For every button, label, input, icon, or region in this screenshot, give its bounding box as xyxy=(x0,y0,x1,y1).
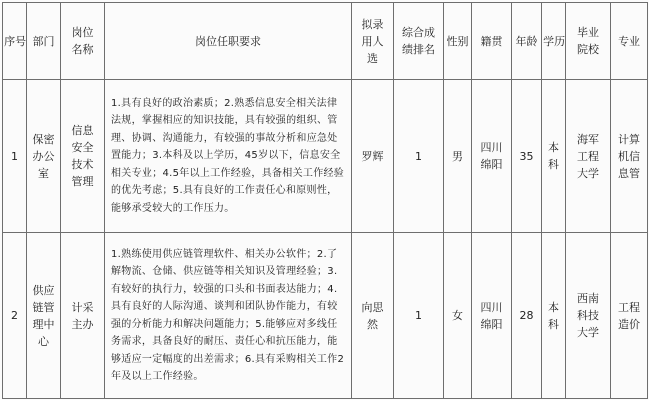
header-school: 毕业院校 xyxy=(566,3,611,80)
cell-education: 本科 xyxy=(542,80,566,233)
header-gender: 性别 xyxy=(444,3,472,80)
cell-education: 本科 xyxy=(542,233,566,399)
cell-major: 工程造价 xyxy=(611,233,648,399)
cell-candidate: 向思然 xyxy=(352,233,394,399)
cell-requirements: 1.熟练使用供应链管理软件、相关办公软件；2.了解物流、仓储、供应链等相关知识及管理经验；3.有较好的执行力，较强的口头和书面表达能力；4.具有良好的人际沟通、谈判和团队协作能力，有较强的分析能力和解决问题能力；5.能够应对多线任务需求，具备良好的耐压、责任心和抗压能力，能够适应一定幅度的出差需求；6.具有采购相关工作2年及以上工作经验。 xyxy=(105,233,352,399)
cell-age: 28 xyxy=(512,233,542,399)
cell-candidate: 罗辉 xyxy=(352,80,394,233)
header-requirements: 岗位任职要求 xyxy=(105,3,352,80)
cell-rank: 1 xyxy=(394,233,444,399)
header-position: 岗位名称 xyxy=(61,3,105,80)
cell-requirements: 1.具有良好的政治素质；2.熟悉信息安全相关法律法规，掌握相应的知识技能，具有较强的组织、管理、协调、沟通能力，有较强的事故分析和应急处置能力；3.本科及以上学历，45岁以下，信息安全相关专业；4.5年以上工作经验，具备相关工作经验的优先考虑；5.具有良好的工作责任心和原则性，能够承受较大的工作压力。 xyxy=(105,80,352,233)
recruitment-table xyxy=(2,2,648,399)
cell-school: 海军工程大学 xyxy=(566,80,611,233)
cell-position: 计采主办 xyxy=(61,233,105,399)
cell-rank: 1 xyxy=(394,80,444,233)
cell-dept: 保密办公室 xyxy=(27,80,61,233)
cell-native: 四川绵阳 xyxy=(472,233,512,399)
header-rank: 综合成绩排名 xyxy=(394,3,444,80)
header-dept: 部门 xyxy=(27,3,61,80)
header-candidate: 拟录用人选 xyxy=(352,3,394,80)
table-row xyxy=(3,80,648,233)
cell-major: 计算机信息管 xyxy=(611,80,648,233)
cell-gender: 女 xyxy=(444,233,472,399)
cell-dept: 供应链管理中心 xyxy=(27,233,61,399)
cell-native: 四川绵阳 xyxy=(472,80,512,233)
header-major: 专业 xyxy=(611,3,648,80)
table-row xyxy=(3,233,648,399)
header-row xyxy=(3,3,648,80)
cell-seq: 1 xyxy=(3,80,27,233)
header-seq: 序号 xyxy=(3,3,27,80)
header-age: 年龄 xyxy=(512,3,542,80)
cell-seq: 2 xyxy=(3,233,27,399)
cell-position: 信息安全技术管理 xyxy=(61,80,105,233)
cell-gender: 男 xyxy=(444,80,472,233)
cell-school: 西南科技大学 xyxy=(566,233,611,399)
header-native: 籍贯 xyxy=(472,3,512,80)
cell-age: 35 xyxy=(512,80,542,233)
header-education: 学历 xyxy=(542,3,566,80)
